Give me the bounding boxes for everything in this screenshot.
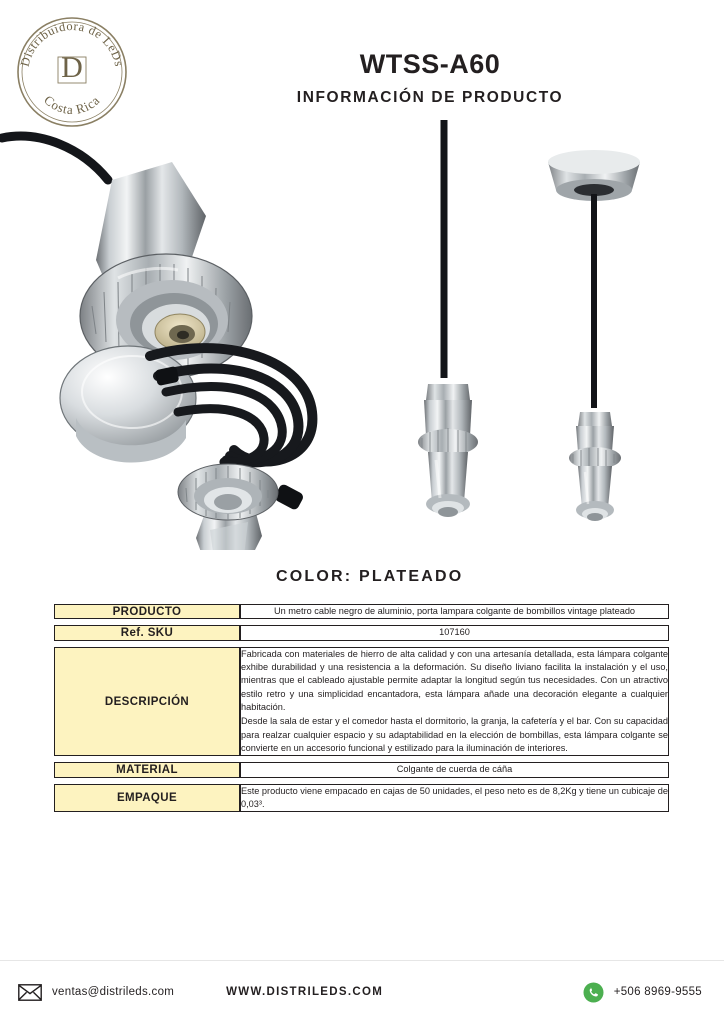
footer-website[interactable] [226,986,383,998]
table-row [54,625,669,640]
table-row [54,604,669,619]
product-spec-table [54,598,669,818]
row-value-material: Colgante de cuerda de cáña [240,762,669,777]
row-value-empaque: Este producto viene empacado en cajas de 50 unidades, el peso neto es de 8,2Kg y tiene un cubicaje de 0,03³. [240,784,669,813]
page-subtitle: INFORMACIÓN DE PRODUCTO [296,88,564,106]
row-label-descripcion: DESCRIPCIÓN [54,647,240,757]
svg-text:Costa Rica: Costa Rica [41,92,103,118]
whatsapp-icon [583,982,604,1003]
pendant-hanging-image [418,120,478,517]
row-value-descripcion [240,647,669,757]
footer-phone-text: +506 8969-9555 [613,986,702,998]
row-label-material: MATERIAL [54,762,240,777]
row-label-empaque: EMPAQUE [54,784,240,813]
table-row [54,784,669,813]
page-title: WTSS-A60 [359,49,501,79]
descripcion-paragraph-1: Fabricada con materiales de hierro de alta calidad y con una artesanía detallada, esta lámpara colgante exhibe durabilidad y una resistencia a la deformación. Su diseño liviano facilita la instalación y el uso, mientras que el cableado ajustable permite adaptar la longitud según tus necesidades. Con un atractivo estilo retro y una simplicidad encantadora, esta lámpara añade una decoración elegante a cualquier habitación. [241,648,668,713]
footer-phone[interactable] [583,982,702,1003]
descripcion-paragraph-2: Desde la sala de estar y el comedor hasta el dormitorio, la granja, la cafetería y el bar. Con su capacidad para realzar cualquier espacio y su adaptabilidad en la elección de bombillas, esta lámpara colgante se convierte en un accesorio funcional y estilizado para la iluminación de interiores. [241,716,668,754]
document-header [150,50,710,107]
row-label-producto: PRODUCTO [54,604,240,619]
table-row [54,762,669,777]
document-footer [0,960,724,1023]
footer-email-text: ventas@distrileds.com [52,986,175,998]
svg-text:Distribuidora de LeDs: Distribuidora de LeDs [17,18,127,69]
footer-email[interactable] [18,984,174,1001]
coiled-cable-image [60,346,312,550]
envelope-icon [18,984,42,1001]
row-value-sku: 107160 [240,625,669,640]
table-row [54,647,669,757]
row-label-sku: Ref. SKU [54,625,240,640]
product-photo-group [0,120,724,550]
socket-closeup-image [2,136,252,378]
svg-text:D: D [61,51,83,84]
company-logo [14,14,130,130]
ceiling-canopy-image [548,150,640,521]
row-value-producto: Un metro cable negro de aluminio, porta lampara colgante de bombillos vintage plateado [240,604,669,619]
color-label: COLOR: PLATEADO [276,568,464,585]
footer-website-text: WWW.DISTRILEDS.COM [226,986,384,998]
